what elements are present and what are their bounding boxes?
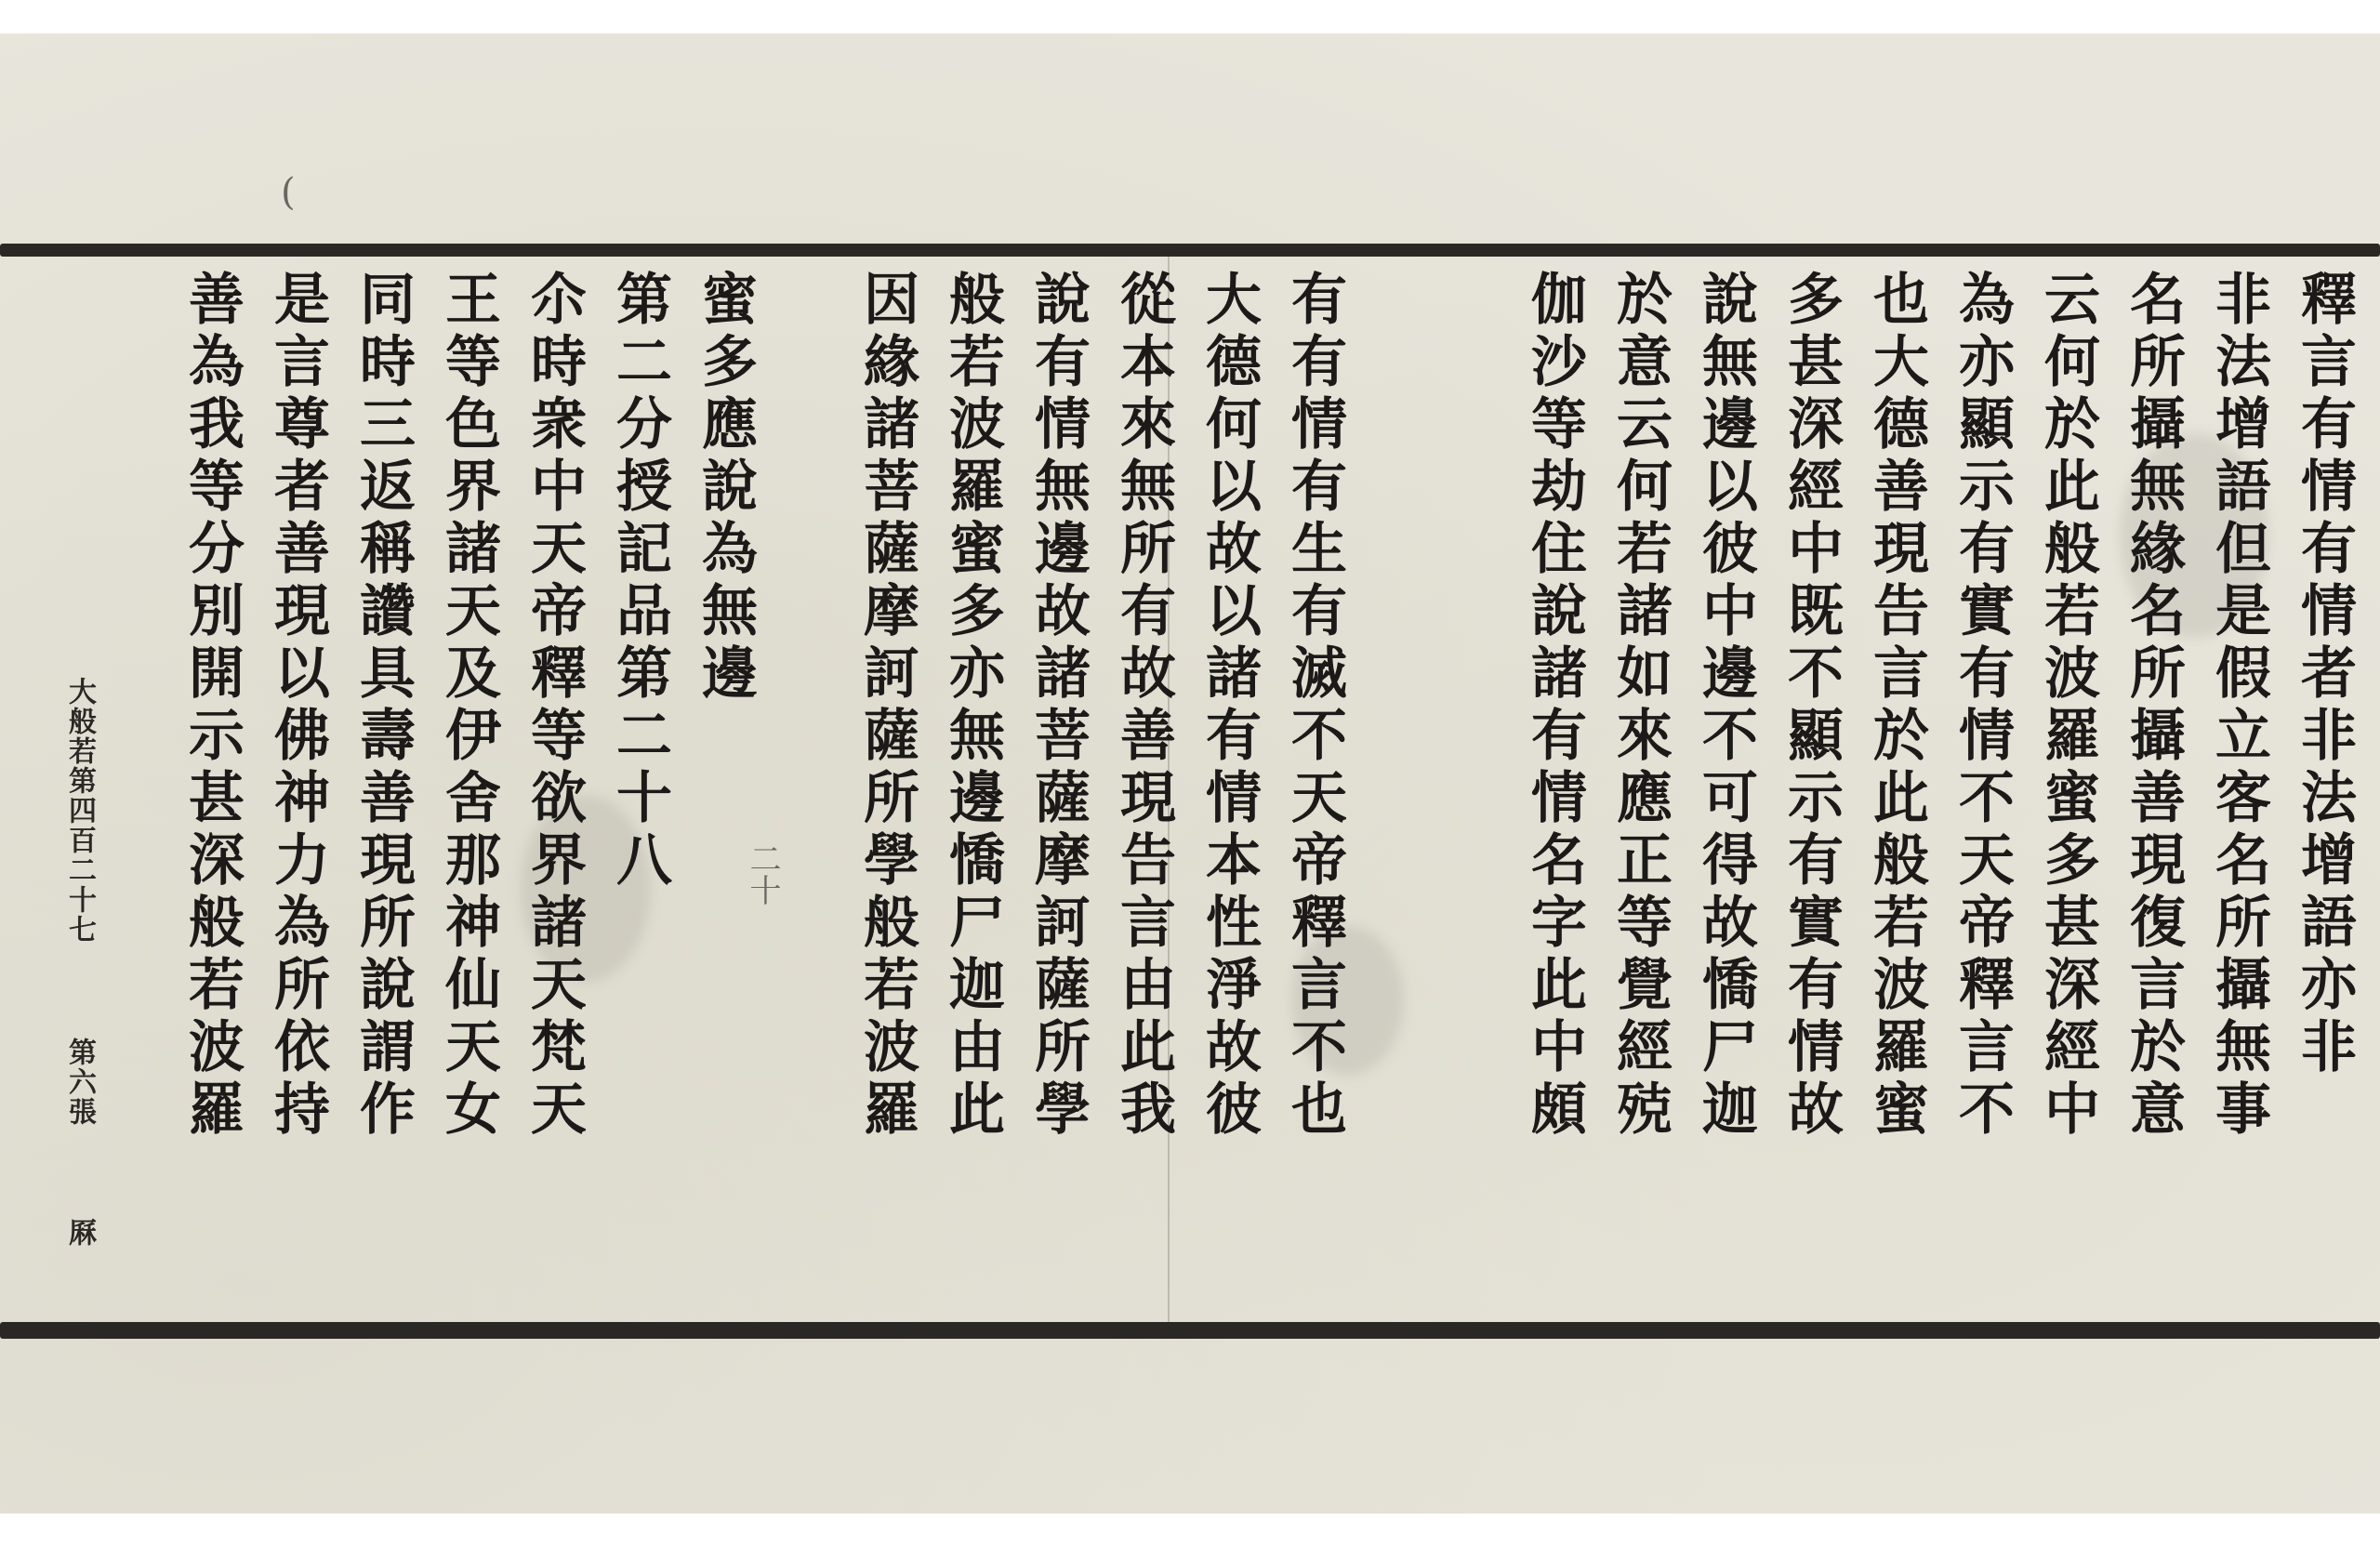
text-column-7: 多甚深經中既不顯示有實有情故 (1778, 270, 1844, 1142)
text-column-4: 云何於此般若波羅蜜多甚深經中 (2035, 270, 2100, 1142)
text-column-14: 說有情無邊故諸菩薩摩訶薩所學 (1025, 270, 1091, 1142)
text-column-1: 釋言有情有情者非法增語亦非 (2292, 270, 2357, 1079)
frame-bottom-border (0, 1322, 2380, 1339)
text-column-9: 於意云何若諸如來應正等覺經殑 (1607, 270, 1673, 1142)
text-column-15: 般若波羅蜜多亦無邊憍尸迦由此 (940, 270, 1005, 1142)
text-column-2: 非法增語但是假立客名所攝無事 (2206, 270, 2271, 1142)
center-mark: 二十 (744, 842, 781, 906)
text-column-10: 伽沙等劫住說諸有情名字此中頗 (1522, 270, 1587, 1142)
text-column-5: 為亦顯示有實有情不天帝釋言不 (1950, 270, 2015, 1142)
text-column-19: 尒時衆中天帝釋等欲界諸天梵天 (522, 270, 587, 1142)
text-column-12: 大德何以故以諸有情本性淨故彼 (1197, 270, 1262, 1142)
margin-carver-mark: 厤 (63, 1218, 96, 1248)
frame-top-border (0, 244, 2380, 257)
main-text-block (102, 270, 2361, 1316)
text-column-3: 名所攝無緣名所攝善現復言於意 (2121, 270, 2186, 1142)
text-column-20: 王等色界諸天及伊舍那神仙天女 (436, 270, 501, 1142)
text-column-13: 從本來無所有故善現告言由此我 (1111, 270, 1176, 1142)
chapter-heading: 第二分授記品第二十八 (607, 270, 672, 892)
margin-page-number: 第六張 (63, 1038, 96, 1127)
text-column-8: 說無邊以彼中邊不可得故憍尸迦 (1693, 270, 1758, 1142)
text-column-22: 是言尊者善現以佛神力為所依持 (265, 270, 330, 1142)
margin-title: 大般若第四百二十七 (63, 677, 96, 945)
text-column-17: 蜜多應說為無邊 (693, 270, 758, 706)
text-column-16: 因緣諸菩薩摩訶薩所學般若波羅 (854, 270, 919, 1142)
text-column-6: 也大德善現告言於此般若波羅蜜 (1864, 270, 1929, 1142)
text-column-23: 善為我等分別開示甚深般若波羅 (179, 270, 245, 1142)
text-column-21: 同時三返稱讚具壽善現所說謂作 (350, 270, 416, 1142)
text-column-11: 有有情有生有滅不天帝釋言不也 (1282, 270, 1347, 1142)
top-mark: ( (281, 171, 296, 214)
